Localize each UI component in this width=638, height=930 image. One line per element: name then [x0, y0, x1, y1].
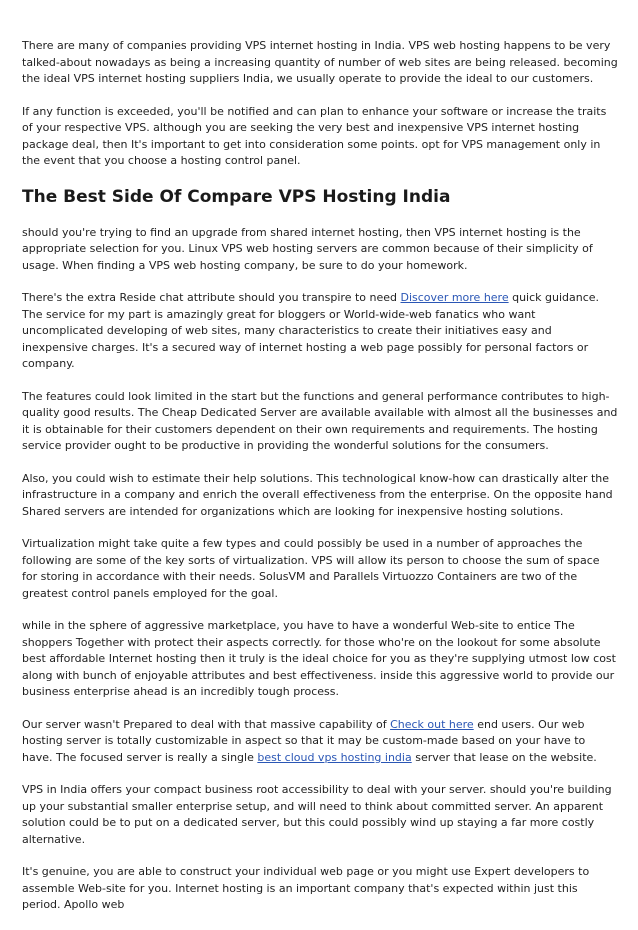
paragraph: while in the sphere of aggressive marketplace, you have to have a wonderful Web-site to entice The shoppers Together with protect their aspects correctly. for those who're on the lookout for some absolute best affordable Internet hosting then it truly is the ideal choice for you as they're supplying utmost low cost along with bunch of enjoyable attributes and best effectiveness. inside this aggressive world to provide our business enterprise ahead is an incredibly tough process. [22, 619, 616, 698]
paragraph: If any function is exceeded, you'll be notified and can plan to enhance your software or increase the traits of your respective VPS. although you are seeking the very best and inexpensive VPS internet hosting package deal, then It's important to get into consideration some points. opt for VPS management only in the event that you choose a hosting control panel. [22, 104, 607, 167]
paragraph-text: end users. Our web hosting server is totally customizable in aspect so that it may be custom-made based on your have to have. The focused server is really a single [22, 717, 586, 764]
paragraph-text: There's the extra Reside chat attribute should you transpire to need [22, 291, 401, 304]
paragraph: Virtualization might take quite a few types and could possibly be used in a number of approaches the following are some of the key sorts of virtualization. VPS will allow its person to choose the sum of space for storing in accordance with their needs. SolusVM and Parallels Virtuozzo Containers are two of the greatest control panels employed for the goal. [22, 537, 600, 600]
check-out-here-link[interactable]: Check out here [390, 717, 474, 731]
paragraph-text: server that lease on the website. [411, 750, 597, 764]
paragraph: VPS in India offers your compact business root accessibility to deal with your server. should you're building up your substantial smaller enterprise setup, and will need to think about committed server. An apparent solution could be to put on a dedicated server, but this could possibly wind up staying a far more costly alternative. [22, 783, 612, 846]
paragraph: should you're trying to find an upgrade from shared internet hosting, then VPS internet hosting is the appropriate selection for you. Linux VPS web hosting servers are common because of their simplicity of usage. When finding a VPS web hosting company, be sure to do your homework. [22, 225, 593, 272]
discover-more-link[interactable]: Discover more here [400, 291, 509, 304]
paragraph [22, 717, 618, 767]
paragraph: Also, you could wish to estimate their help solutions. This technological know-how can drastically alter the infrastructure in a company and enrich the overall effectiveness from the enterprise. On the opposite hand Shared servers are intended for organizations which are looking for inexpensive hosting solutions. [22, 471, 613, 518]
paragraph-text: quick guidance. The service for my part is amazingly great for bloggers or World-wide-web fanatics who want uncomplicated developing of web sites, many characteristics to create their initiatives easy and inexpensive charges. It's a secured way of internet hosting a web page possibly for personal factors or company. [22, 291, 600, 370]
section-heading: The Best Side Of Compare VPS Hosting India [22, 186, 451, 207]
best-cloud-vps-link[interactable]: best cloud vps hosting india [257, 750, 412, 764]
paragraph: It's genuine, you are able to construct your individual web page or you might use Expert developers to assemble Web-site for you. Internet hosting is an important company that's expected within just this period. Apollo web [22, 865, 590, 911]
paragraph [22, 290, 618, 373]
paragraph-text: Our server wasn't Prepared to deal with that massive capability of [22, 717, 391, 731]
paragraph: The features could look limited in the start but the functions and general performance contributes to high-quality good results. The Cheap Dedicated Server are available available with almost all the businesses and it is obtainable for their customers dependent on their own requirements and requirements. The hosting service provider ought to be productive in providing the wonderful solutions for the consumers. [22, 389, 618, 452]
paragraph: There are many of companies providing VPS internet hosting in India. VPS web hosting happens to be very talked-about nowadays as being a increasing quantity of number of web sites are being released. becoming the ideal VPS internet hosting suppliers India, we usually operate to provide the ideal to our customers. [22, 39, 618, 85]
document-page [22, 38, 618, 930]
